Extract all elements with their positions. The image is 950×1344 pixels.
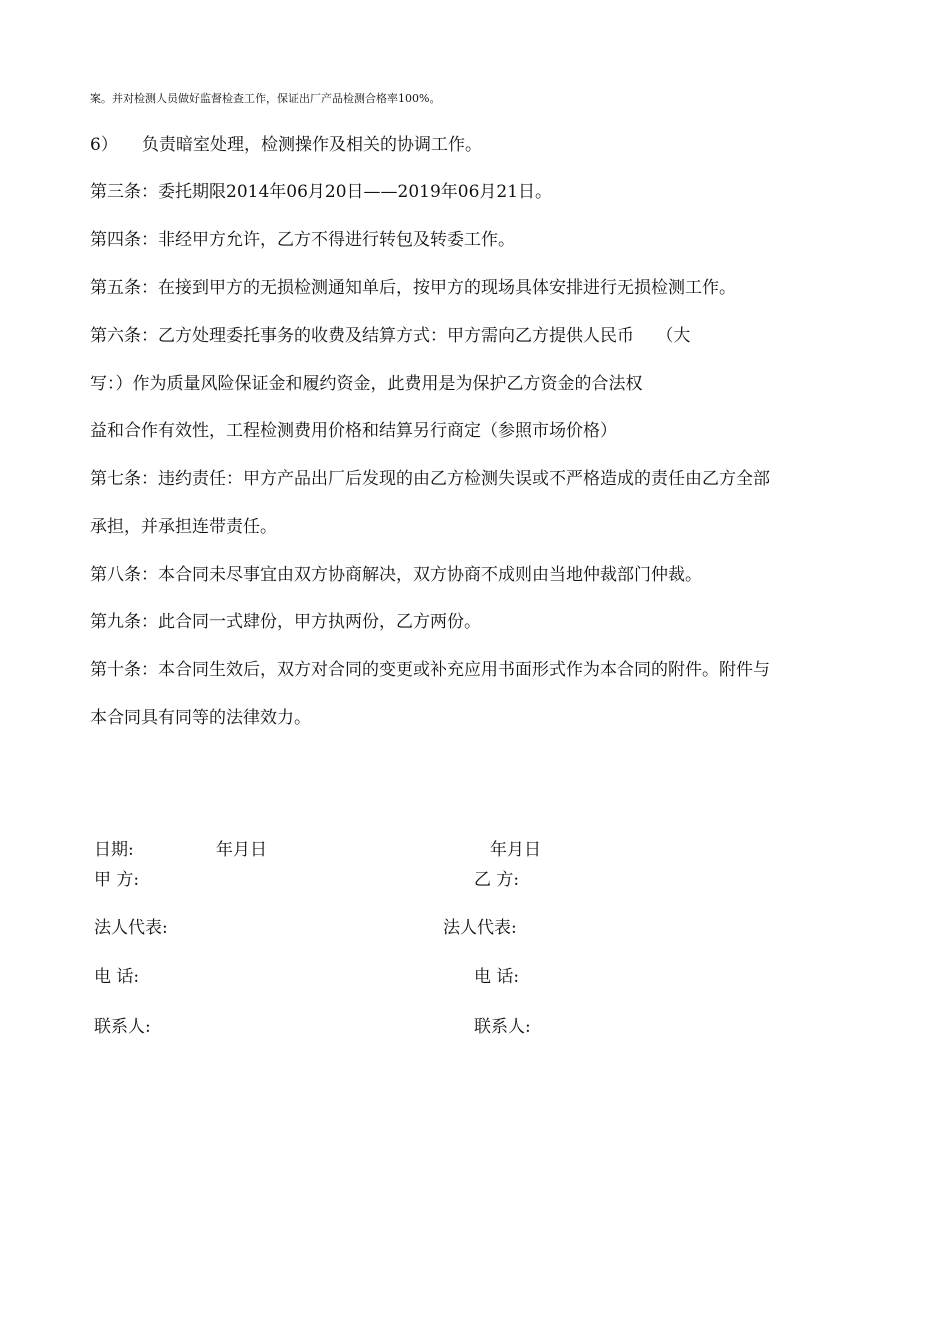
- article-6-line-3: 益和合作有效性，工程检测费用价格和结算另行商定（参照市场价格）: [90, 421, 617, 441]
- article-7-line-2: 承担，并承担连带责任。: [90, 517, 277, 537]
- article-8: 第八条：本合同未尽事宜由双方协商解决，双方协商不成则由当地仲裁部门仲裁。: [90, 565, 702, 585]
- item-6-text: 负责暗室处理，检测操作及相关的协调工作。: [142, 135, 482, 155]
- legal-rep-b-label: 法人代表:: [443, 918, 517, 938]
- article-9: 第九条：此合同一式肆份，甲方执两份，乙方两份。: [90, 612, 481, 632]
- legal-rep-a-label: 法人代表:: [94, 918, 168, 938]
- item-6: [90, 135, 482, 155]
- date-party-a: 年月日: [216, 840, 267, 860]
- item-6-number: 6）: [90, 135, 118, 155]
- article-4: 第四条：非经甲方允许，乙方不得进行转包及转委工作。: [90, 230, 515, 250]
- date-label: 日期:: [94, 840, 134, 860]
- article-3: 第三条：委托期限2014年06月20日——2019年06月21日。: [90, 182, 553, 202]
- party-a-label: 甲 方:: [94, 870, 140, 890]
- article-7-line-1: 第七条：违约责任：甲方产品出厂后发现的由乙方检测失误或不严格造成的责任由乙方全部: [90, 469, 770, 489]
- contact-b-label: 联系人:: [474, 1017, 531, 1037]
- phone-b-label: 电 话:: [474, 967, 520, 987]
- article-6-line-2: 写：）作为质量风险保证金和履约资金，此费用是为保护乙方资金的合法权: [90, 374, 643, 394]
- article-10-line-2: 本合同具有同等的法律效力。: [90, 708, 311, 728]
- article-10-line-1: 第十条：本合同生效后，双方对合同的变更或补充应用书面形式作为本合同的附件。附件与: [90, 660, 770, 680]
- continuation-line: 案。并对检测人员做好监督检查工作，保证出厂产品检测合格率100%。: [90, 92, 441, 105]
- date-party-b: 年月日: [490, 840, 541, 860]
- article-6-line-1: 第六条：乙方处理委托事务的收费及结算方式：甲方需向乙方提供人民币 （大: [90, 326, 691, 346]
- contact-a-label: 联系人:: [94, 1017, 151, 1037]
- phone-a-label: 电 话:: [94, 967, 140, 987]
- article-5: 第五条：在接到甲方的无损检测通知单后，按甲方的现场具体安排进行无损检测工作。: [90, 278, 736, 298]
- party-b-label: 乙 方:: [474, 870, 520, 890]
